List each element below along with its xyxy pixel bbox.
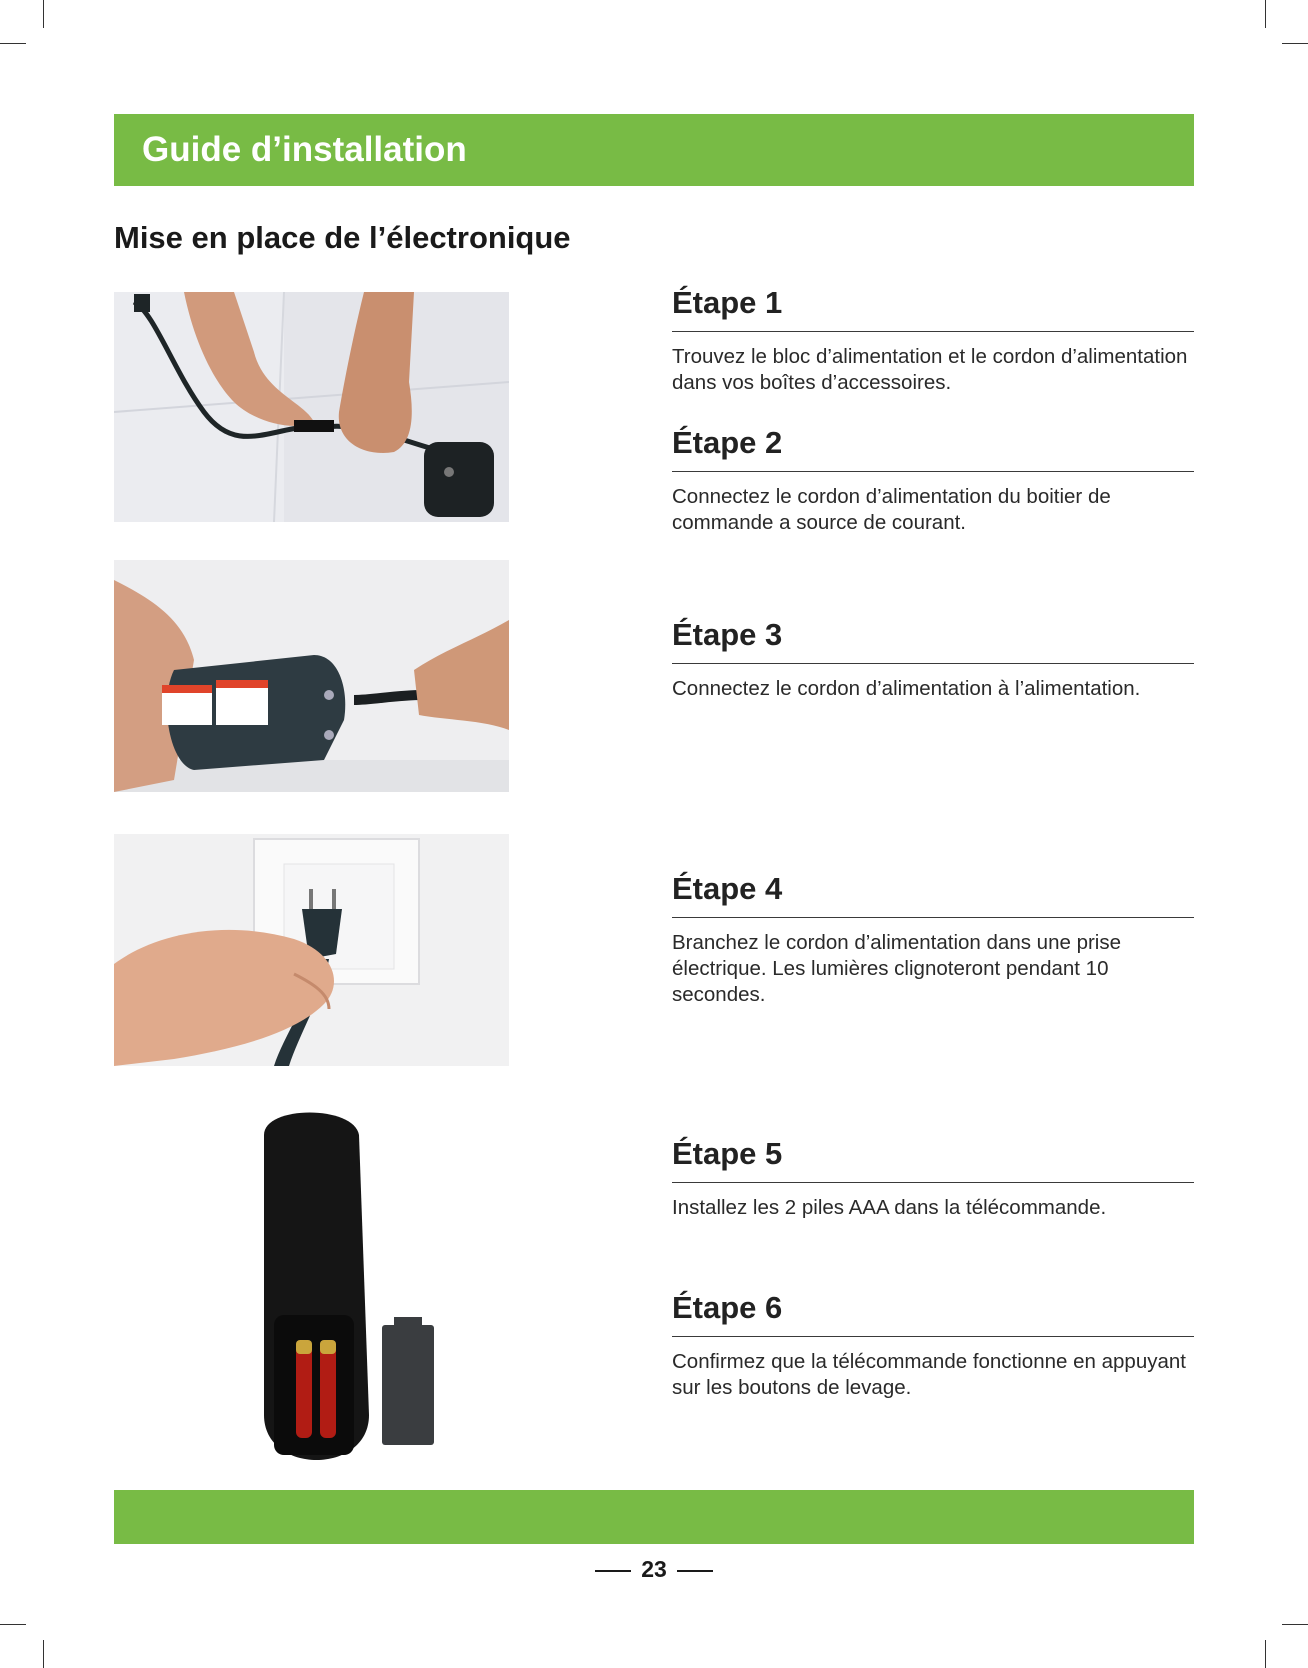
step-title: Étape 1 [672, 285, 1194, 332]
step-4 [672, 871, 1194, 1008]
crop-mark [0, 1624, 26, 1625]
step-2 [672, 425, 1194, 536]
step-5 [672, 1136, 1194, 1221]
photo-wall-outlet [114, 834, 509, 1066]
crop-mark [0, 43, 26, 44]
section-title: Mise en place de l’électronique [114, 220, 571, 255]
photo-connect-power-block [114, 292, 509, 522]
photo-remote-batteries [114, 1095, 509, 1475]
step-title: Étape 3 [672, 617, 1194, 664]
step-1 [672, 285, 1194, 396]
crop-mark [43, 1640, 44, 1668]
step-description: Confirmez que la télécommande fonctionne en appuyant sur les boutons de levage. [672, 1350, 1186, 1399]
step-description: Trouvez le bloc d’alimentation et le cordon d’alimentation dans vos boîtes d’accessoires. [672, 345, 1188, 394]
step-3 [672, 617, 1194, 702]
page-number: 23 [641, 1556, 667, 1582]
page-title: Guide d’installation [142, 130, 467, 169]
step-title: Étape 6 [672, 1290, 1194, 1337]
step-description: Branchez le cordon d’alimentation dans une prise électrique. Les lumières clignoteront pendant 10 secondes. [672, 931, 1121, 1006]
step-description: Installez les 2 piles AAA dans la télécommande. [672, 1196, 1107, 1219]
step-title: Étape 2 [672, 425, 1194, 472]
crop-mark [1265, 1640, 1266, 1668]
page-number-dash-right [677, 1570, 713, 1572]
crop-mark [1282, 43, 1308, 44]
crop-mark [1265, 0, 1266, 28]
step-title: Étape 4 [672, 871, 1194, 918]
footer-bar [114, 1490, 1194, 1544]
step-6 [672, 1290, 1194, 1401]
page-number-dash-left [595, 1570, 631, 1572]
step-description: Connectez le cordon d’alimentation du boitier de commande a source de courant. [672, 485, 1111, 534]
photo-connect-control-box [114, 560, 509, 792]
step-description: Connectez le cordon d’alimentation à l’alimentation. [672, 677, 1141, 700]
page-number-block [0, 1556, 1308, 1583]
header-bar [114, 114, 1194, 186]
step-title: Étape 5 [672, 1136, 1194, 1183]
crop-mark [43, 0, 44, 28]
crop-mark [1282, 1624, 1308, 1625]
